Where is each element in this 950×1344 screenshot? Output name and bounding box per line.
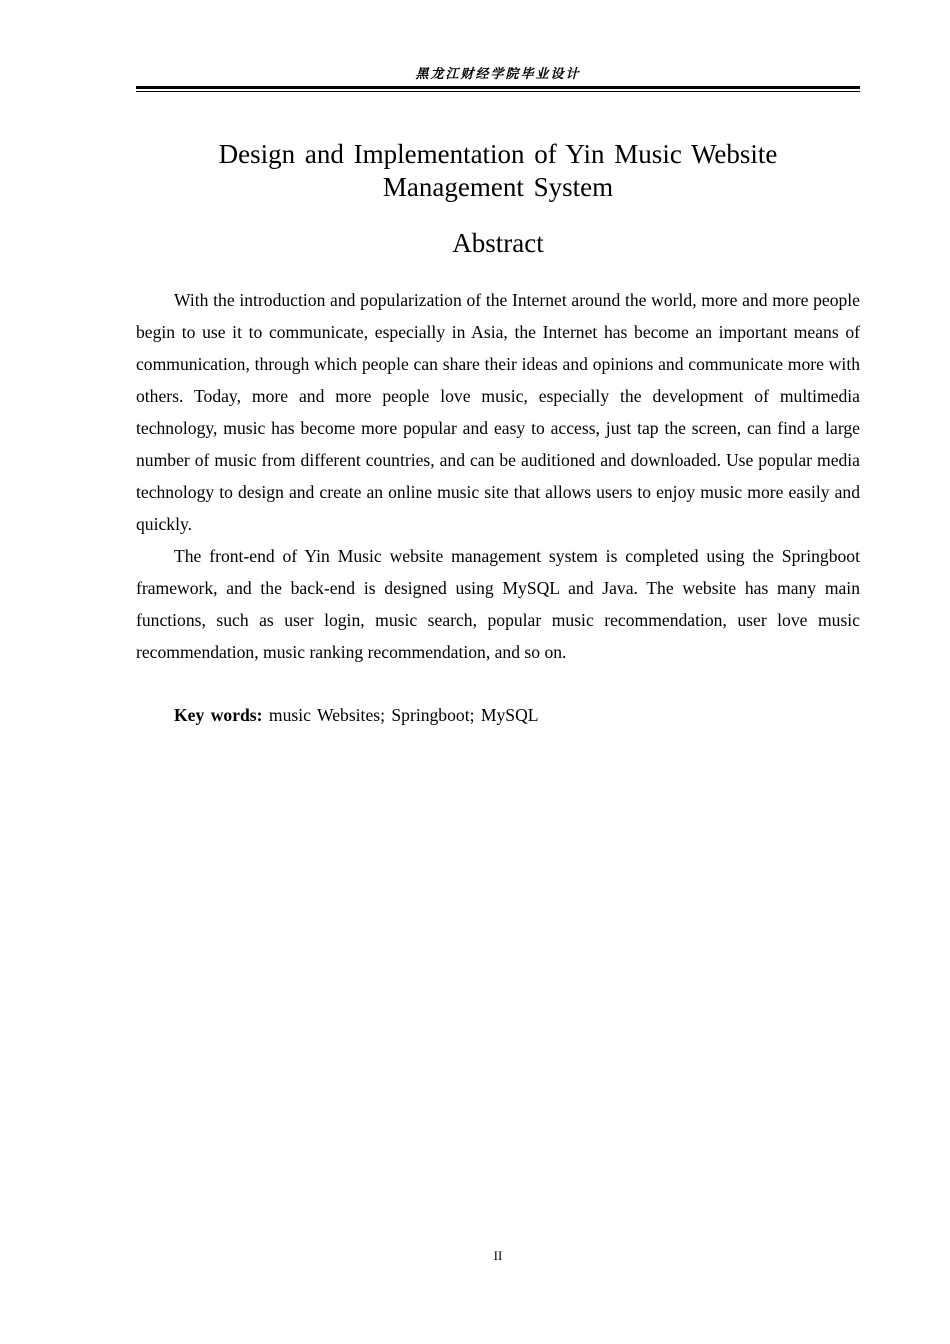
- abstract-paragraph-1: With the introduction and popularization of the Internet around the world, more and more people begin to use it to communicate, especially in Asia, the Internet has become an important means of communication, through which people can share their ideas and opinions and communicate more with others. Today, more and more people love music, especially the development of multimedia technology, music has become more popular and easy to access, just tap the screen, can find a large number of music from different countries, and can be auditioned and downloaded. Use popular media technology to design and create an online music site that allows users to enjoy music more easily and quickly.: [136, 290, 860, 534]
- abstract-paragraph-2: The front-end of Yin Music website management system is completed using the Springboot framework, and the back-end is designed using MySQL and Java. The website has many main functions, such as user login, music search, popular music recommendation, user love music recommendation, music ranking recommendation, and so on.: [136, 546, 860, 662]
- paper-title-line-1: Design and Implementation of Yin Music Website: [218, 139, 778, 169]
- keywords-label: Key words:: [174, 705, 263, 725]
- header-rule-thick: [136, 86, 860, 89]
- paper-title-line-2: Management System: [382, 172, 614, 202]
- paper-title: [136, 138, 860, 204]
- page-number: II: [493, 1248, 503, 1263]
- running-header: 黑龙江财经学院毕业设计: [415, 67, 581, 82]
- keywords-line: [174, 699, 860, 731]
- keywords-value: music Websites; Springboot; MySQL: [268, 705, 539, 725]
- abstract-body: [136, 284, 860, 668]
- abstract-heading: Abstract: [452, 228, 544, 258]
- header-rule-thin: [136, 91, 860, 92]
